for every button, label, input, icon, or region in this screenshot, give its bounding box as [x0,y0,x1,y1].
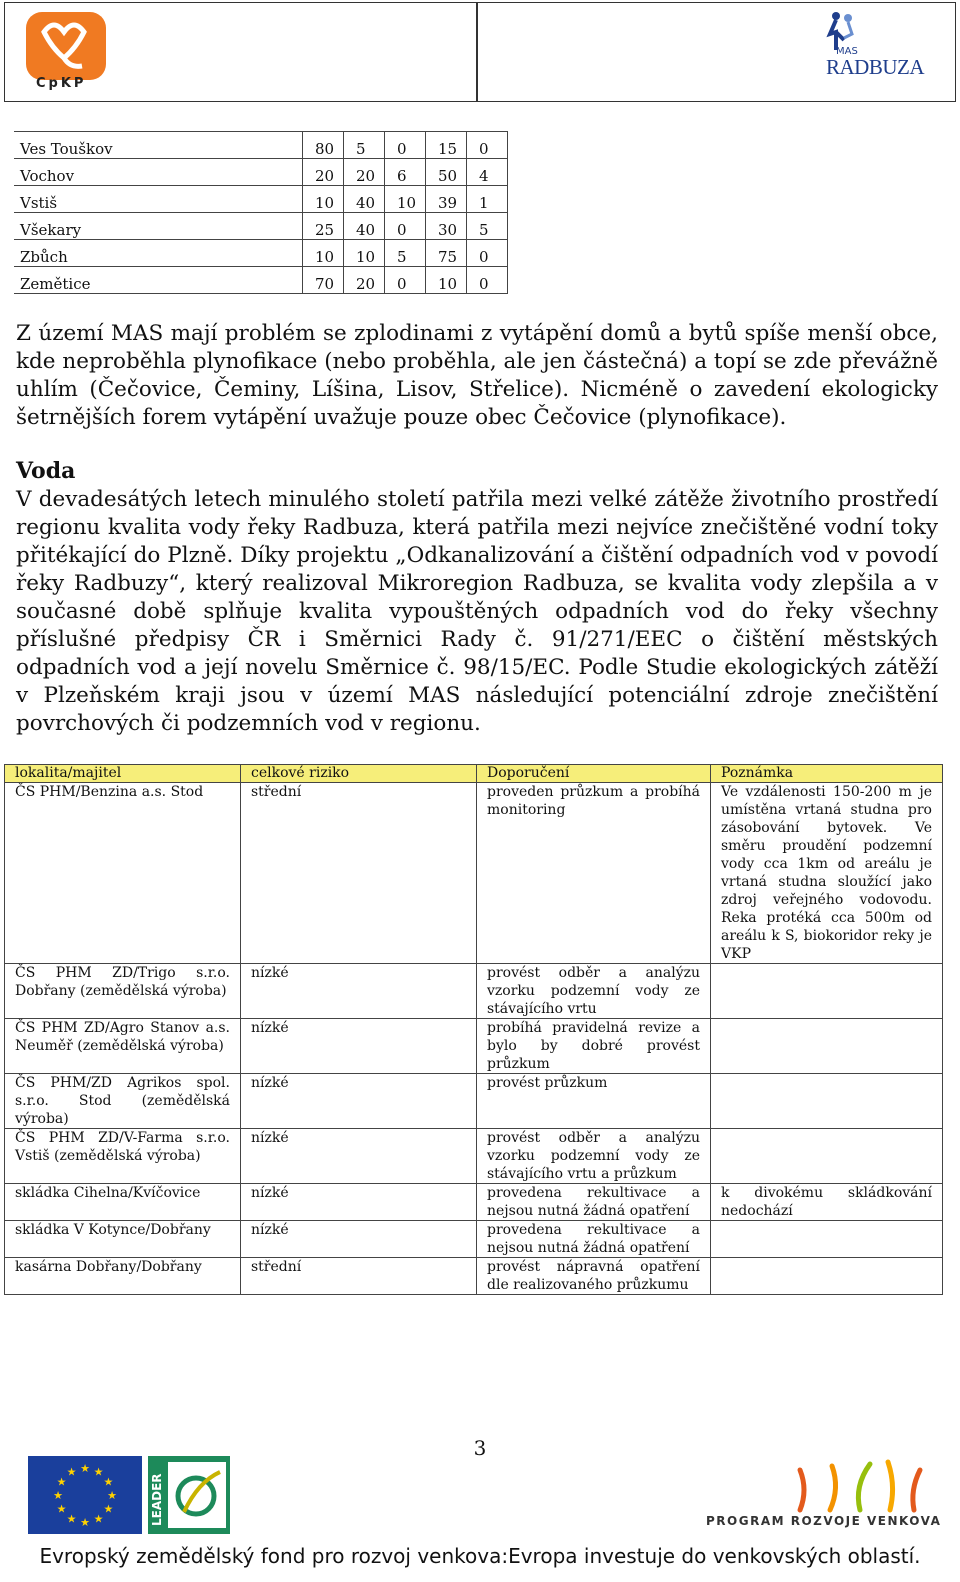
program-rozvoje-venkova-text: PROGRAM ROZVOJE VENKOVA [706,1514,942,1528]
table-row [5,1258,943,1295]
eu-star-icon: ★ [103,1475,114,1489]
column-header-location: lokalita/majitel [5,765,241,783]
eu-star-icon: ★ [56,1475,67,1489]
risk-cell: nízké [241,1019,477,1074]
recommendation-cell: provedena rekultivace a nejsou nutná žádná opatření [477,1221,711,1258]
location-cell: ČS PHM ZD/Agro Stanov a.s. Neuměř (zemědělská výroba) [5,1019,241,1074]
cpkp-logo-text: CpKP [36,76,87,91]
value-cell: 10 [385,186,426,213]
recommendation-cell: provést průzkum [477,1074,711,1129]
value-cell: 15 [426,132,467,159]
risk-cell: nízké [241,1074,477,1129]
municipality-cell: Všekary [14,213,303,240]
table-row [14,240,508,267]
table-row [5,1074,943,1129]
value-cell: 6 [385,159,426,186]
value-cell: 70 [303,267,344,294]
table-row [5,1184,943,1221]
value-cell: 40 [344,213,385,240]
column-header-recommendation: Doporučení [477,765,711,783]
note-cell [711,1129,943,1184]
note-cell [711,1221,943,1258]
column-header-risk: celkové riziko [241,765,477,783]
location-cell: skládka Cihelna/Kvíčovice [5,1184,241,1221]
table-row [14,213,508,240]
value-cell: 0 [385,132,426,159]
risk-cell: nízké [241,964,477,1019]
value-cell: 50 [426,159,467,186]
table-row [14,267,508,294]
value-cell: 0 [467,267,508,294]
location-cell: skládka V Kotynce/Dobřany [5,1221,241,1258]
value-cell: 39 [426,186,467,213]
note-cell [711,1258,943,1295]
value-cell: 5 [344,132,385,159]
value-cell: 10 [426,267,467,294]
mas-logo-big-text: RADBUZA [826,55,925,79]
mas-logo-small-text: MAS [836,46,858,57]
value-cell: 10 [303,240,344,267]
eu-flag-icon [28,1456,142,1534]
heating-paragraph: Z území MAS mají problém se zplodinami z vytápění domů a bytů spíše menší obce, kde neproběhla plynofikace (nebo proběhla, ale jen částečná) a topí se zde převážně uhlím (Čečovice, Čeminy, Líšina, Lisov, Střelice). Nicméně o zavedení ekologicky šetrnějších forem vytápění uvažuje pouze obec Čečovice (plynofikace). [16,321,938,430]
table-row [5,1019,943,1074]
location-cell: ČS PHM ZD/Trigo s.r.o. Dobřany (zemědělská výroba) [5,964,241,1019]
table-row [5,1221,943,1258]
municipality-cell: Zemětice [14,267,303,294]
location-cell: ČS PHM/Benzina a.s. Stod [5,783,241,964]
value-cell: 75 [426,240,467,267]
recommendation-cell: provést nápravná opatření dle realizovaného průzkumu [477,1258,711,1295]
value-cell: 0 [467,240,508,267]
municipality-cell: Vochov [14,159,303,186]
section-heading-voda: Voda [16,458,76,484]
value-cell: 80 [303,132,344,159]
table-row [14,159,508,186]
value-cell: 25 [303,213,344,240]
note-cell [711,1074,943,1129]
note-cell [711,964,943,1019]
value-cell: 5 [467,213,508,240]
eu-star-icon: ★ [66,1512,77,1526]
value-cell: 10 [344,240,385,267]
eu-star-icon: ★ [103,1502,114,1516]
eu-star-icon: ★ [56,1502,67,1516]
municipality-cell: Vstiš [14,186,303,213]
note-cell [711,1019,943,1074]
value-cell: 1 [467,186,508,213]
table-header-row [5,765,943,783]
eu-star-icon: ★ [107,1489,117,1502]
note-cell: k divokému skládkování nedochází [711,1184,943,1221]
risk-cell: střední [241,1258,477,1295]
municipality-cell: Ves Touškov [14,132,303,159]
eu-star-icon: ★ [80,1462,90,1475]
eu-star-icon: ★ [93,1512,104,1526]
value-cell: 0 [467,132,508,159]
page-header [4,2,956,102]
column-header-note: Poznámka [711,765,943,783]
location-cell: ČS PHM ZD/V-Farma s.r.o. Vstiš (zemědělská výroba) [5,1129,241,1184]
value-cell: 30 [426,213,467,240]
risk-cell: nízké [241,1184,477,1221]
recommendation-cell: provést odběr a analýzu vzorku podzemní vody ze stávajícího vrtu [477,964,711,1019]
water-paragraph: V devadesátých letech minulého století patřila mezi velké zátěže životního prostředí regionu kvalita vody řeky Radbuza, která patřila mezi nejvíce znečištěné vodní toky přitékající do Plzně. Díky projektu „Odkanalizování a čištění odpadních vod v povodí řeky Radbuzy“, který realizoval Mikroregion Radbuza, se kvalita vody zlepšila a v současné době splňuje kvalita vypouštěných odpadních vod do řeky všechny příslušné předpisy ČR i Směrnici Rady č. 91/271/EEC o čištění městských odpadních vod a její novelu Směrnice č. 98/15/EC. Podle Studie ekologických zátěží v Plzeňském kraji jsou v území MAS následující potenciální zdroje znečištění povrchových či podzemních vod v regionu. [16,487,938,736]
table-row [14,132,508,159]
leader-logo-text: LEADER [150,1473,164,1526]
table-row [5,964,943,1019]
value-cell: 0 [385,267,426,294]
eu-star-icon: ★ [93,1465,104,1479]
location-cell: kasárna Dobřany/Dobřany [5,1258,241,1295]
recommendation-cell: provést odběr a analýzu vzorku podzemní vody ze stávajícího vrtu a průzkum [477,1129,711,1184]
location-cell: ČS PHM/ZD Agrikos spol. s.r.o. Stod (zemědělská výroba) [5,1074,241,1129]
leader-logo [148,1456,230,1534]
pollution-sources-table [4,764,943,1295]
eu-star-icon: ★ [66,1465,77,1479]
table-row [5,783,943,964]
page-number: 3 [473,1436,487,1460]
table-row [14,186,508,213]
recommendation-cell: provedena rekultivace a nejsou nutná žádná opatření [477,1184,711,1221]
value-cell: 20 [344,159,385,186]
risk-cell: střední [241,783,477,964]
note-cell: Ve vzdálenosti 150-200 m je umístěna vrtaná studna pro zásobování bytovek. Ve směru proudění podzemní vody cca 1km od areálu je vrtaná studna sloužící jako zdroj veřejného vodovodu. Reka protéká cca 500m od areálu k S, biokoridor reky je VKP [711,783,943,964]
value-cell: 10 [303,186,344,213]
emissions-table [14,131,508,294]
recommendation-cell: proveden průzkum a probíhá monitoring [477,783,711,964]
value-cell: 4 [467,159,508,186]
municipality-cell: Zbůch [14,240,303,267]
risk-cell: nízké [241,1129,477,1184]
value-cell: 0 [385,213,426,240]
value-cell: 40 [344,186,385,213]
value-cell: 5 [385,240,426,267]
footer-eafrd-line: Evropský zemědělský fond pro rozvoj venkova:Evropa investuje do venkovských oblastí. [39,1544,921,1568]
risk-cell: nízké [241,1221,477,1258]
eu-star-icon: ★ [80,1516,90,1529]
eu-star-icon: ★ [53,1489,63,1502]
table-row [5,1129,943,1184]
value-cell: 20 [303,159,344,186]
value-cell: 20 [344,267,385,294]
recommendation-cell: probíhá pravidelná revize a bylo by dobré provést průzkum [477,1019,711,1074]
